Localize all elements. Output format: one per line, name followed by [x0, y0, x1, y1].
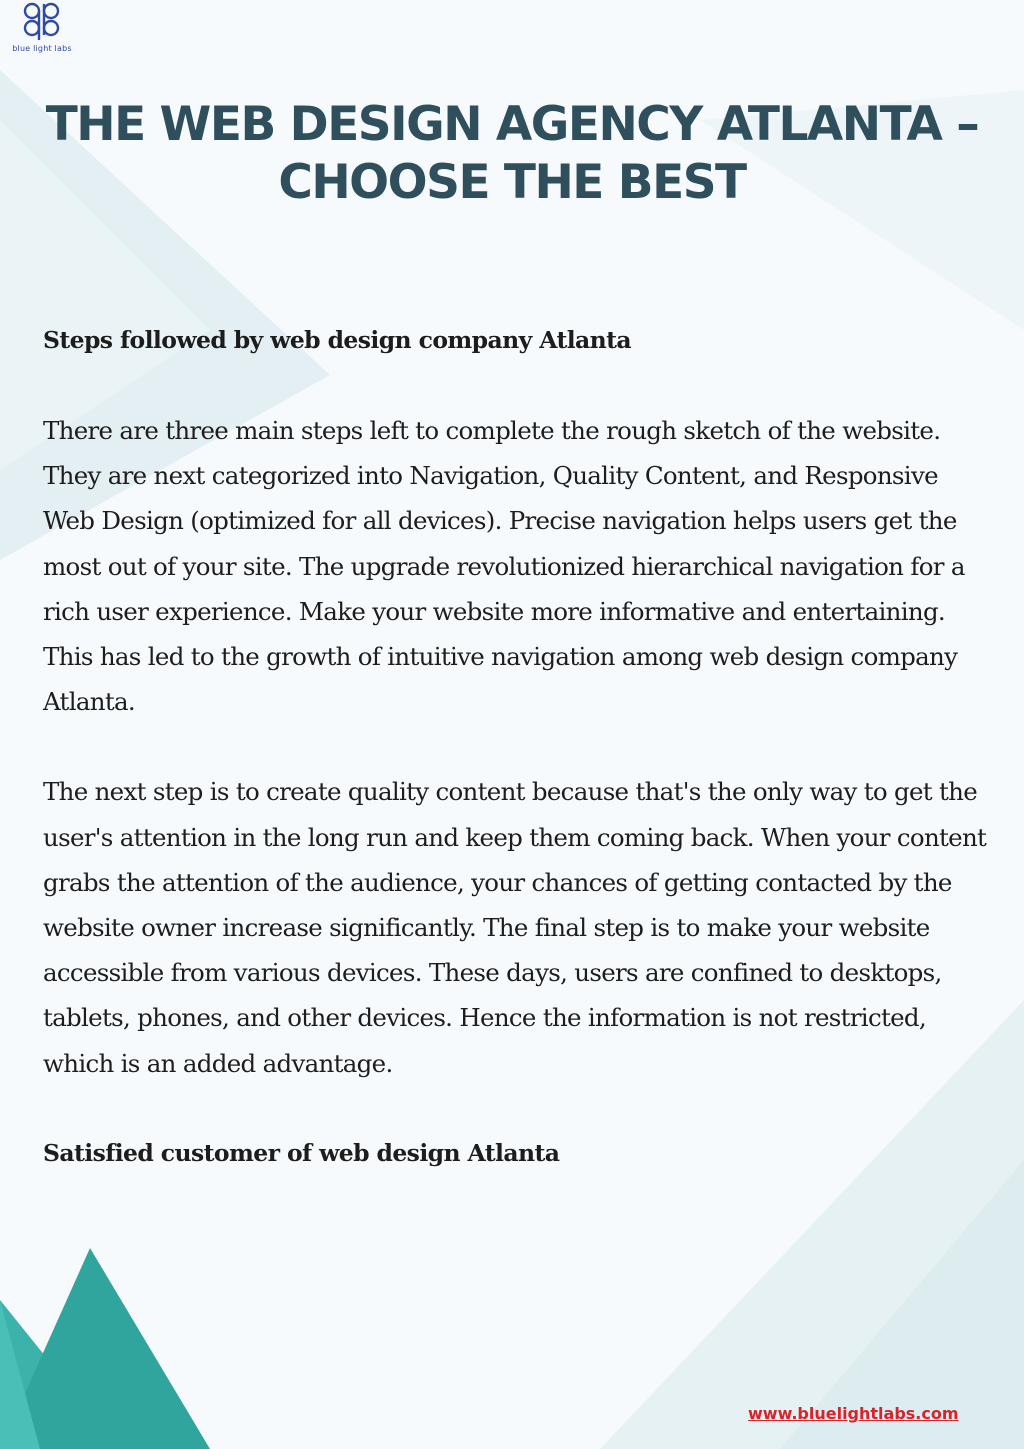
- paragraph-steps-intro: There are three main steps left to complete the rough sketch of the website. They are next categorized into Navigation, Quality Content, and Responsive Web Design (optimized for all devices). Precise navigation helps users get the most out of your site. The upgrade revolutionized hierarchical navigation for a rich user experience. Make your website more informative and entertaining. This has led to the growth of intuitive navigation among web design company Atlanta.: [43, 416, 965, 717]
- section-heading-steps: Steps followed by web design company Atlanta: [43, 326, 632, 354]
- logo-icon: [19, 0, 65, 44]
- article-body: [43, 318, 993, 1176]
- page-title: THE WEB DESIGN AGENCY ATLANTA – CHOOSE THE BEST: [45, 97, 979, 210]
- logo: [2, 0, 82, 64]
- logo-text: blue light labs: [12, 44, 72, 53]
- website-link[interactable]: www.bluelightlabs.com: [748, 1404, 959, 1423]
- paragraph-quality-content: The next step is to create quality content because that's the only way to get the user's attention in the long run and keep them coming back. When your content grabs the attention of the audience, your chances of getting contacted by the website owner increase significantly. The final step is to make your website accessible from various devices. These days, users are confined to desktops, tablets, phones, and other devices. Hence the information is not restricted, which is an added advantage.: [43, 777, 987, 1078]
- section-heading-satisfied-customer: Satisfied customer of web design Atlanta: [43, 1138, 560, 1167]
